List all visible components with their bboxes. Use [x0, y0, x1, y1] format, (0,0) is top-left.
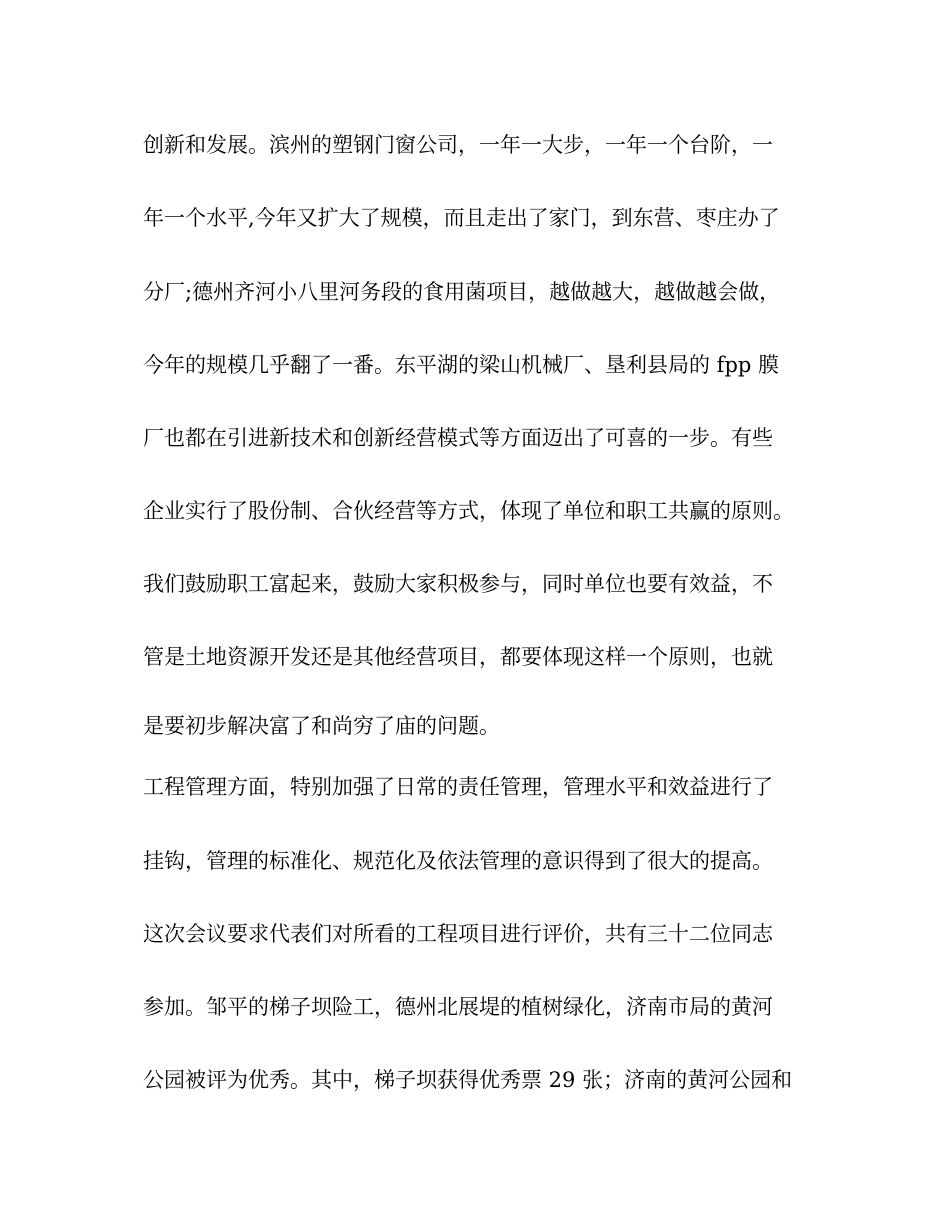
paragraph-1-line-4: 今年的规模几乎翻了一番。东平湖的梁山机械厂、垦利县局的 fpp 膜: [143, 353, 780, 377]
paragraph-1-line-1: 创新和发展。滨州的塑钢门窗公司，一年一大步，一年一个台阶，一: [143, 133, 773, 157]
paragraph-2-line-4: 参加。邹平的梯子坝险工，德州北展堤的植树绿化，济南市局的黄河: [143, 995, 773, 1019]
paragraph-2-line-5: 公园被评为优秀。其中，梯子坝获得优秀票 29 张；济南的黄河公园和: [143, 1068, 793, 1092]
paragraph-1-line-2: 年一个水平,今年又扩大了规模，而且走出了家门，到东营、枣庄办了: [143, 206, 780, 230]
paragraph-2-line-3: 这次会议要求代表们对所看的工程项目进行评价，共有三十二位同志: [143, 922, 773, 946]
paragraph-1-line-8: 管是土地资源开发还是其他经营项目，都要体现这样一个原则，也就: [143, 645, 773, 669]
paragraph-1-line-5: 厂也都在引进新技术和创新经营模式等方面迈出了可喜的一步。有些: [143, 426, 773, 450]
paragraph-2-line-1: 工程管理方面，特别加强了日常的责任管理，管理水平和效益进行了: [143, 775, 773, 799]
paragraph-1-line-9: 是要初步解决富了和尚穷了庙的问题。: [143, 714, 500, 738]
paragraph-2-line-2: 挂钩，管理的标准化、规范化及依法管理的意识得到了很大的提高。: [143, 849, 773, 873]
paragraph-1-line-3: 分厂;德州齐河小八里河务段的食用菌项目，越做越大，越做越会做，: [143, 280, 781, 304]
paragraph-1-line-6: 企业实行了股份制、合伙经营等方式，体现了单位和职工共赢的原则。: [143, 499, 794, 523]
paragraph-1-line-7: 我们鼓励职工富起来，鼓励大家积极参与，同时单位也要有效益，不: [143, 572, 773, 596]
